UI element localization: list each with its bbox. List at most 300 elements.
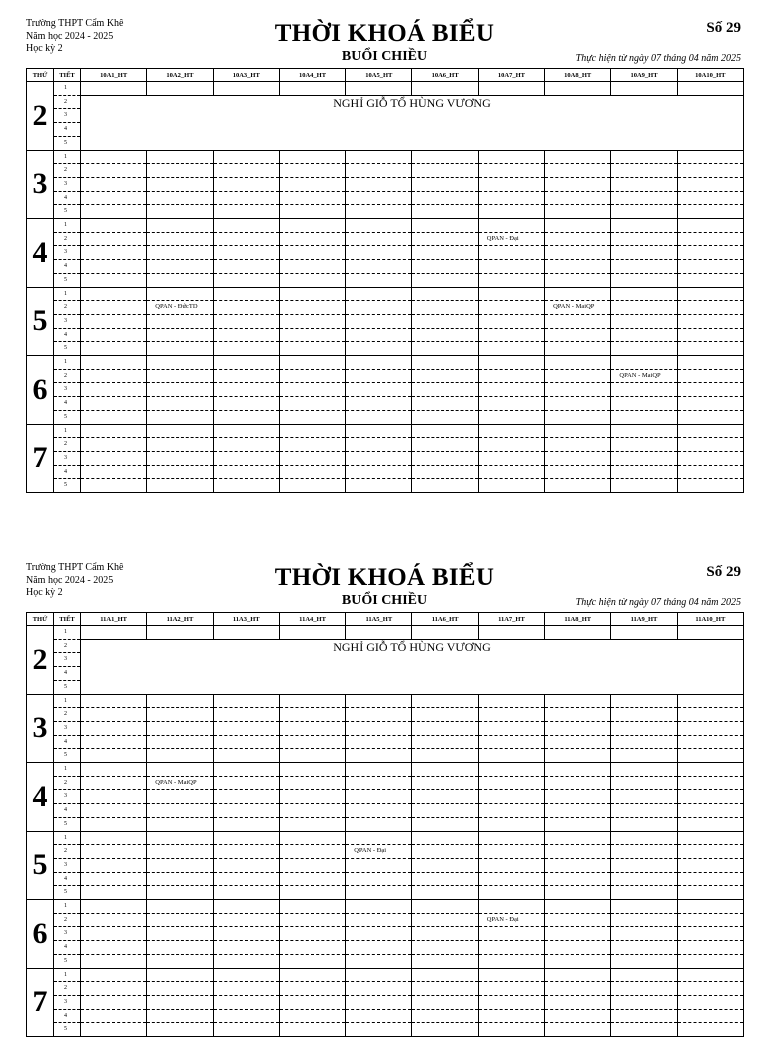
schedule-cell — [346, 451, 412, 465]
schedule-cell — [412, 273, 478, 287]
schedule-cell — [545, 287, 611, 301]
schedule-cell — [611, 301, 677, 315]
schedule-cell — [81, 164, 147, 178]
schedule-cell — [81, 260, 147, 274]
schedule-cell — [147, 177, 213, 191]
period-number: 2 — [54, 301, 81, 315]
schedule-cell — [545, 845, 611, 859]
schedule-cell — [412, 438, 478, 452]
schedule-cell — [81, 721, 147, 735]
schedule-cell — [545, 749, 611, 763]
schedule-cell — [213, 342, 279, 356]
schedule-cell — [611, 941, 677, 955]
schedule-cell — [478, 205, 544, 219]
schedule-cell — [147, 1023, 213, 1037]
schedule-cell — [346, 995, 412, 1009]
schedule-cell — [478, 776, 544, 790]
day-label: 3 — [27, 694, 54, 763]
table-row — [27, 708, 744, 722]
page-title: THỜI KHOÁ BIỂU — [274, 564, 495, 591]
schedule-cell — [346, 301, 412, 315]
schedule-cell — [346, 858, 412, 872]
schedule-cell — [412, 858, 478, 872]
table-row — [27, 817, 744, 831]
period-number: 4 — [54, 123, 81, 137]
schedule-cell — [478, 260, 544, 274]
schedule-cell — [677, 328, 743, 342]
table-row — [27, 872, 744, 886]
schedule-cell — [81, 886, 147, 900]
schedule-cell — [279, 465, 345, 479]
schedule-cell — [478, 900, 544, 914]
schedule-cell — [478, 886, 544, 900]
schedule-cell — [545, 694, 611, 708]
schedule-cell — [611, 342, 677, 356]
schedule-cell — [677, 763, 743, 777]
schedule-cell — [545, 328, 611, 342]
schedule-cell — [81, 968, 147, 982]
schedule-cell — [677, 150, 743, 164]
holiday-notice: NGHỈ GIỖ TỔ HÙNG VƯƠNG — [81, 639, 744, 694]
schedule-cell — [478, 858, 544, 872]
schedule-cell — [147, 721, 213, 735]
day-label: 4 — [27, 219, 54, 288]
schedule-cell — [346, 410, 412, 424]
table-row — [27, 790, 744, 804]
schedule-cell — [279, 82, 345, 96]
period-number: 4 — [54, 804, 81, 818]
schedule-cell — [147, 287, 213, 301]
schedule-cell — [213, 927, 279, 941]
schedule-cell — [478, 82, 544, 96]
schedule-cell — [611, 205, 677, 219]
schedule-cell — [611, 424, 677, 438]
period-number: 3 — [54, 314, 81, 328]
schedule-cell — [346, 150, 412, 164]
schedule-cell — [412, 831, 478, 845]
page-title: THỜI KHOÁ BIỂU — [274, 20, 495, 47]
schedule-cell — [279, 831, 345, 845]
schedule-cell — [412, 872, 478, 886]
schedule-cell — [478, 301, 544, 315]
schedule-cell — [412, 369, 478, 383]
period-number: 1 — [54, 831, 81, 845]
schedule-cell — [346, 817, 412, 831]
schedule-cell — [346, 246, 412, 260]
schedule-cell — [478, 790, 544, 804]
schedule-cell — [677, 941, 743, 955]
schedule-cell — [279, 383, 345, 397]
schedule-cell — [213, 845, 279, 859]
schedule-cell — [545, 479, 611, 493]
schedule-cell — [346, 273, 412, 287]
semester: Học kỳ 2 — [26, 43, 63, 54]
schedule-cell — [81, 356, 147, 370]
table-row — [27, 763, 744, 777]
sheet-header — [26, 562, 743, 612]
schedule-cell — [213, 968, 279, 982]
schedule-cell — [81, 177, 147, 191]
schedule-cell — [412, 749, 478, 763]
day-label: 7 — [27, 424, 54, 493]
schedule-cell — [279, 191, 345, 205]
schedule-cell — [412, 328, 478, 342]
table-row — [27, 749, 744, 763]
table-row — [27, 804, 744, 818]
schedule-cell — [147, 968, 213, 982]
schedule-cell — [412, 383, 478, 397]
schedule-cell — [611, 749, 677, 763]
schedule-cell — [412, 776, 478, 790]
table-row — [27, 232, 744, 246]
period-number: 1 — [54, 424, 81, 438]
schedule-cell — [677, 790, 743, 804]
schedule-cell — [611, 397, 677, 411]
table-row — [27, 328, 744, 342]
schedule-cell — [147, 790, 213, 804]
period-number: 2 — [54, 95, 81, 109]
schedule-cell — [545, 804, 611, 818]
timetable-sheet — [26, 562, 743, 1037]
schedule-cell — [81, 369, 147, 383]
header-row — [27, 69, 744, 82]
schedule-cell — [412, 790, 478, 804]
schedule-cell — [478, 273, 544, 287]
schedule-cell — [213, 232, 279, 246]
table-row — [27, 776, 744, 790]
schedule-cell — [213, 1009, 279, 1023]
schedule-cell — [213, 451, 279, 465]
schedule-cell — [147, 424, 213, 438]
schedule-cell — [346, 232, 412, 246]
schedule-cell — [213, 941, 279, 955]
schedule-cell — [677, 465, 743, 479]
schedule-cell — [147, 342, 213, 356]
schedule-cell — [81, 858, 147, 872]
schedule-cell — [81, 82, 147, 96]
schedule-cell — [346, 749, 412, 763]
schedule-cell — [545, 954, 611, 968]
schedule-cell — [677, 776, 743, 790]
class-column-header: 10A1_HT — [81, 69, 147, 82]
schedule-cell — [279, 886, 345, 900]
schedule-cell — [545, 150, 611, 164]
schedule-cell — [677, 831, 743, 845]
schedule-cell — [81, 900, 147, 914]
schedule-cell — [213, 900, 279, 914]
period-number: 5 — [54, 1023, 81, 1037]
schedule-cell — [478, 383, 544, 397]
schedule-cell — [545, 273, 611, 287]
schedule-cell — [478, 177, 544, 191]
class-column-header: 11A7_HT — [478, 613, 544, 626]
schedule-cell — [279, 246, 345, 260]
schedule-cell — [478, 804, 544, 818]
table-row — [27, 191, 744, 205]
schedule-cell — [213, 735, 279, 749]
schedule-cell — [213, 913, 279, 927]
schedule-cell — [279, 273, 345, 287]
schedule-cell — [677, 410, 743, 424]
schedule-cell — [545, 438, 611, 452]
schedule-cell — [478, 191, 544, 205]
schedule-cell — [611, 287, 677, 301]
schedule-cell — [412, 356, 478, 370]
schedule-cell — [677, 872, 743, 886]
schedule-cell — [279, 804, 345, 818]
schedule-cell — [346, 694, 412, 708]
day-column-header: THỨ — [27, 613, 54, 626]
schedule-cell — [412, 817, 478, 831]
schedule-cell — [279, 356, 345, 370]
header-row — [27, 613, 744, 626]
schedule-cell — [478, 369, 544, 383]
schedule-cell — [412, 232, 478, 246]
schedule-cell — [412, 177, 478, 191]
table-row — [27, 831, 744, 845]
schedule-cell — [147, 694, 213, 708]
schedule-entry: QPAN - MaiQP — [147, 776, 213, 790]
schedule-cell — [279, 369, 345, 383]
table-row — [27, 694, 744, 708]
schedule-cell — [611, 246, 677, 260]
schedule-cell — [279, 438, 345, 452]
schedule-cell — [545, 177, 611, 191]
schedule-cell — [545, 164, 611, 178]
schedule-cell — [147, 735, 213, 749]
class-column-header: 10A7_HT — [478, 69, 544, 82]
schedule-cell — [213, 273, 279, 287]
schedule-cell — [147, 397, 213, 411]
schedule-cell — [412, 941, 478, 955]
schedule-cell — [346, 982, 412, 996]
schedule-cell — [478, 397, 544, 411]
schedule-cell — [147, 995, 213, 1009]
schedule-cell — [147, 1009, 213, 1023]
schedule-cell — [611, 995, 677, 1009]
table-row — [27, 150, 744, 164]
schedule-cell — [81, 749, 147, 763]
schedule-cell — [611, 328, 677, 342]
schedule-cell — [81, 763, 147, 777]
schedule-cell — [213, 465, 279, 479]
schedule-cell — [147, 150, 213, 164]
school-name: Trường THPT Cẩm Khê — [26, 18, 124, 29]
schedule-cell — [346, 626, 412, 640]
schedule-cell — [611, 968, 677, 982]
schedule-cell — [478, 817, 544, 831]
schedule-cell — [279, 410, 345, 424]
class-column-header: 11A1_HT — [81, 613, 147, 626]
schedule-cell — [478, 287, 544, 301]
schedule-cell — [545, 626, 611, 640]
schedule-cell — [677, 397, 743, 411]
table-row — [27, 314, 744, 328]
schedule-cell — [81, 328, 147, 342]
schedule-cell — [81, 424, 147, 438]
schedule-cell — [677, 260, 743, 274]
schedule-cell — [81, 273, 147, 287]
schedule-cell — [147, 465, 213, 479]
school-name: Trường THPT Cẩm Khê — [26, 562, 124, 573]
day-label: 2 — [27, 82, 54, 151]
schedule-cell — [279, 900, 345, 914]
class-column-header: 11A2_HT — [147, 613, 213, 626]
schedule-cell — [81, 954, 147, 968]
day-label: 3 — [27, 150, 54, 219]
schedule-cell — [611, 927, 677, 941]
day-column-header: THỨ — [27, 69, 54, 82]
schedule-cell — [545, 927, 611, 941]
period-number: 4 — [54, 260, 81, 274]
schedule-cell — [412, 763, 478, 777]
schedule-cell — [81, 626, 147, 640]
schedule-cell — [279, 995, 345, 1009]
schedule-cell — [81, 383, 147, 397]
class-column-header: 11A3_HT — [213, 613, 279, 626]
table-row — [27, 982, 744, 996]
class-column-header: 10A6_HT — [412, 69, 478, 82]
schedule-cell — [147, 831, 213, 845]
schedule-cell — [478, 626, 544, 640]
period-number: 1 — [54, 356, 81, 370]
period-number: 4 — [54, 735, 81, 749]
schedule-cell — [412, 694, 478, 708]
schedule-cell — [545, 219, 611, 233]
table-row — [27, 900, 744, 914]
table-row — [27, 954, 744, 968]
schedule-cell — [677, 954, 743, 968]
schedule-cell — [147, 817, 213, 831]
day-label: 7 — [27, 968, 54, 1037]
table-row — [27, 995, 744, 1009]
table-row — [27, 356, 744, 370]
table-row — [27, 342, 744, 356]
schedule-cell — [147, 82, 213, 96]
period-number: 2 — [54, 776, 81, 790]
schedule-cell — [147, 886, 213, 900]
table-row — [27, 451, 744, 465]
schedule-cell — [279, 968, 345, 982]
schedule-cell — [213, 763, 279, 777]
schedule-cell — [677, 995, 743, 1009]
schedule-cell — [213, 260, 279, 274]
schedule-cell — [279, 872, 345, 886]
schedule-cell — [213, 804, 279, 818]
schedule-cell — [147, 451, 213, 465]
schedule-cell — [545, 982, 611, 996]
schedule-cell — [412, 927, 478, 941]
schedule-cell — [147, 328, 213, 342]
schedule-cell — [81, 479, 147, 493]
period-number: 2 — [54, 845, 81, 859]
schedule-cell — [545, 900, 611, 914]
schedule-cell — [147, 845, 213, 859]
table-row — [27, 177, 744, 191]
schedule-cell — [611, 356, 677, 370]
schedule-cell — [147, 626, 213, 640]
period-number: 5 — [54, 136, 81, 150]
schedule-cell — [677, 356, 743, 370]
schedule-cell — [81, 790, 147, 804]
schedule-cell — [81, 831, 147, 845]
schedule-cell — [677, 424, 743, 438]
schedule-cell — [611, 451, 677, 465]
schedule-cell — [412, 82, 478, 96]
schedule-cell — [611, 845, 677, 859]
schedule-cell — [611, 886, 677, 900]
schedule-entry: QPAN - ĐứcTD — [147, 301, 213, 315]
schedule-cell — [478, 150, 544, 164]
schedule-cell — [346, 763, 412, 777]
period-number: 5 — [54, 205, 81, 219]
schedule-cell — [611, 465, 677, 479]
schedule-cell — [279, 232, 345, 246]
schedule-cell — [412, 479, 478, 493]
schedule-cell — [478, 721, 544, 735]
schedule-cell — [412, 314, 478, 328]
schedule-cell — [412, 968, 478, 982]
schedule-cell — [147, 438, 213, 452]
schedule-cell — [279, 219, 345, 233]
schedule-cell — [213, 205, 279, 219]
schedule-cell — [412, 164, 478, 178]
schedule-cell — [213, 438, 279, 452]
schedule-cell — [545, 790, 611, 804]
schedule-cell — [545, 1009, 611, 1023]
schedule-cell — [147, 273, 213, 287]
schedule-cell — [279, 424, 345, 438]
class-column-header: 11A6_HT — [412, 613, 478, 626]
table-row — [27, 287, 744, 301]
period-column-header: TIẾT — [54, 69, 81, 82]
schedule-cell — [213, 995, 279, 1009]
schedule-cell — [677, 301, 743, 315]
period-number: 3 — [54, 653, 81, 667]
day-label: 6 — [27, 356, 54, 425]
schedule-cell — [677, 369, 743, 383]
schedule-cell — [346, 191, 412, 205]
schedule-cell — [677, 721, 743, 735]
schedule-cell — [147, 941, 213, 955]
timetable-grid — [26, 612, 744, 1037]
schedule-cell — [346, 900, 412, 914]
period-number: 5 — [54, 680, 81, 694]
timetable-number: Số 29 — [706, 20, 741, 36]
schedule-cell — [346, 708, 412, 722]
schedule-cell — [279, 721, 345, 735]
table-row — [27, 424, 744, 438]
period-number: 1 — [54, 150, 81, 164]
schedule-cell — [677, 273, 743, 287]
schedule-cell — [545, 763, 611, 777]
period-number: 4 — [54, 397, 81, 411]
schedule-cell — [81, 804, 147, 818]
schedule-cell — [81, 817, 147, 831]
schedule-cell — [213, 831, 279, 845]
schedule-cell — [279, 927, 345, 941]
schedule-cell — [346, 314, 412, 328]
period-number: 5 — [54, 817, 81, 831]
schedule-cell — [412, 205, 478, 219]
period-number: 3 — [54, 858, 81, 872]
schedule-entry: QPAN - Đại — [346, 845, 412, 859]
schedule-cell — [213, 219, 279, 233]
class-column-header: 10A3_HT — [213, 69, 279, 82]
schedule-cell — [677, 1009, 743, 1023]
schedule-cell — [478, 995, 544, 1009]
schedule-cell — [279, 845, 345, 859]
